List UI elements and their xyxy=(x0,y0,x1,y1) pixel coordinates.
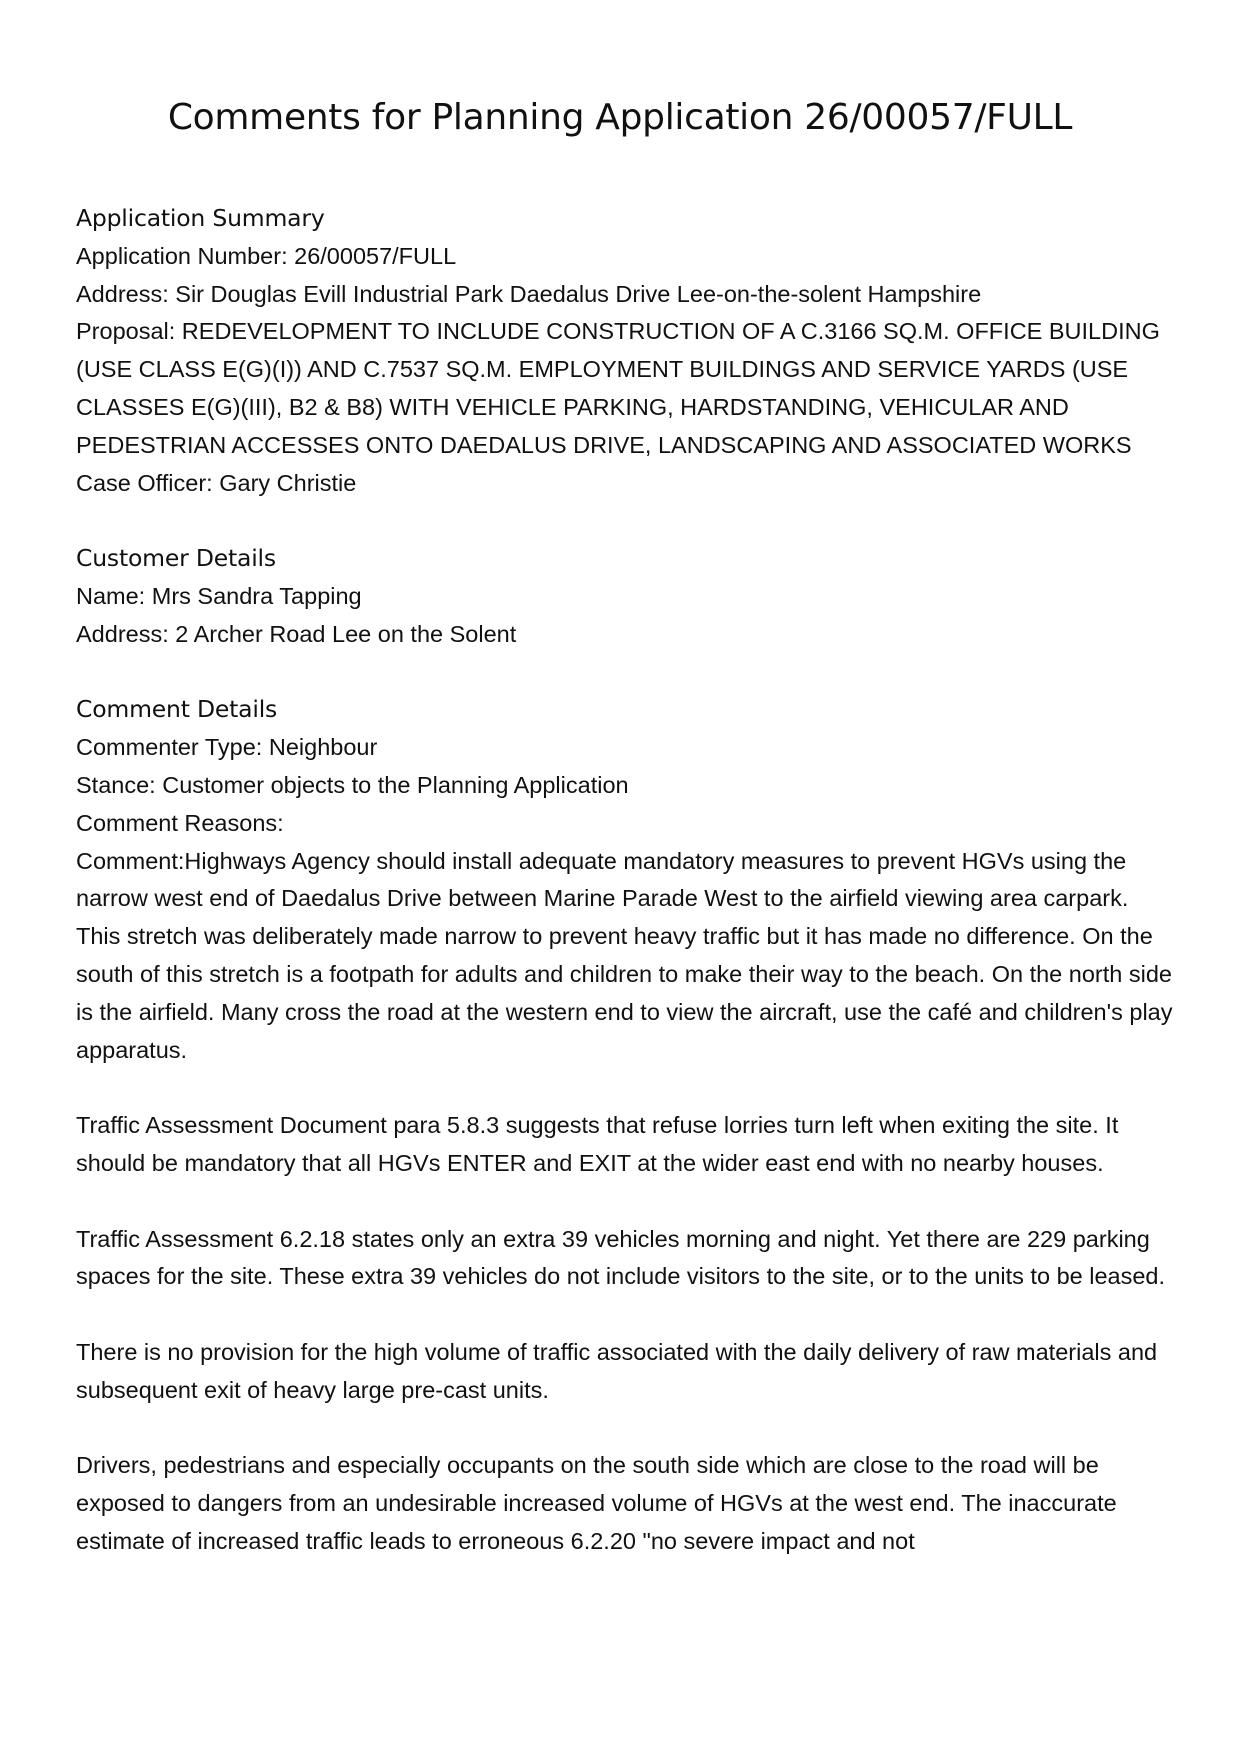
comment-paragraph: Traffic Assessment Document para 5.8.3 suggests that refuse lorries turn left when exiting the site. It should be mandatory that all HGVs ENTER and EXIT at the wider east end with no nearby houses. xyxy=(76,1112,1119,1176)
application-proposal: Proposal: REDEVELOPMENT TO INCLUDE CONSTRUCTION OF A C.3166 SQ.M. OFFICE BUILDING (USE CLASS E(G)(I)) AND C.7537 SQ.M. EMPLOYMENT BUILDINGS AND SERVICE YARDS (USE CLASSES E(G)(III), B2 & B8) WITH VEHICLE PARKING, HARDSTANDING, VEHICULAR AND PEDESTRIAN ACCESSES ONTO DAEDALUS DRIVE, LANDSCAPING AND ASSOCIATED WORKS xyxy=(76,318,1160,458)
document-body xyxy=(76,200,1174,1598)
comment-details-heading: Comment Details xyxy=(76,695,278,724)
application-number: Application Number: 26/00057/FULL xyxy=(76,242,457,269)
comment-paragraph: Traffic Assessment 6.2.18 states only an extra 39 vehicles morning and night. Yet there are 229 parking spaces for the site. These extra 39 vehicles do not include visitors to the site, or to the units to be leased. xyxy=(76,1225,1166,1290)
case-officer: Case Officer: Gary Christie xyxy=(76,469,357,496)
customer-details-section xyxy=(76,540,1174,653)
application-summary-section xyxy=(76,200,1174,502)
customer-details-heading: Customer Details xyxy=(76,544,276,573)
customer-name: Name: Mrs Sandra Tapping xyxy=(76,582,362,609)
application-summary-heading: Application Summary xyxy=(76,204,325,232)
page-title: Comments for Planning Application 26/00057/FULL xyxy=(167,97,1073,138)
comment-details-section xyxy=(76,691,1174,1560)
comment-paragraph: There is no provision for the high volume of traffic associated with the daily delivery of raw materials and subsequent exit of heavy large pre-cast units. xyxy=(76,1338,1158,1403)
application-address: Address: Sir Douglas Evill Industrial Park Daedalus Drive Lee-on-the-solent Hampshire xyxy=(76,280,982,307)
comment-paragraph: Drivers, pedestrians and especially occupants on the south side which are close to the road will be exposed to dangers from an undesirable increased volume of HGVs at the west end. The inaccurate estimate of increased traffic leads to erroneous 6.2.20 "no severe impact and not xyxy=(76,1452,1117,1554)
comment-reasons: Comment Reasons: xyxy=(76,809,284,836)
commenter-type: Commenter Type: Neighbour xyxy=(76,734,378,761)
comment-stance: Stance: Customer objects to the Planning Application xyxy=(76,771,629,798)
comment-paragraph: Comment:Highways Agency should install adequate mandatory measures to prevent HGVs using the narrow west end of Daedalus Drive between Marine Parade West to the airfield viewing area carpark. This stretch was deliberately made narrow to prevent heavy traffic but it has made no difference. On the south of this stretch is a footpath for adults and children to make their way to the beach. On the north side is the airfield. Many cross the road at the western end to view the aircraft, use the café and children's play apparatus. xyxy=(76,847,1173,1063)
customer-address: Address: 2 Archer Road Lee on the Solent xyxy=(76,620,517,647)
